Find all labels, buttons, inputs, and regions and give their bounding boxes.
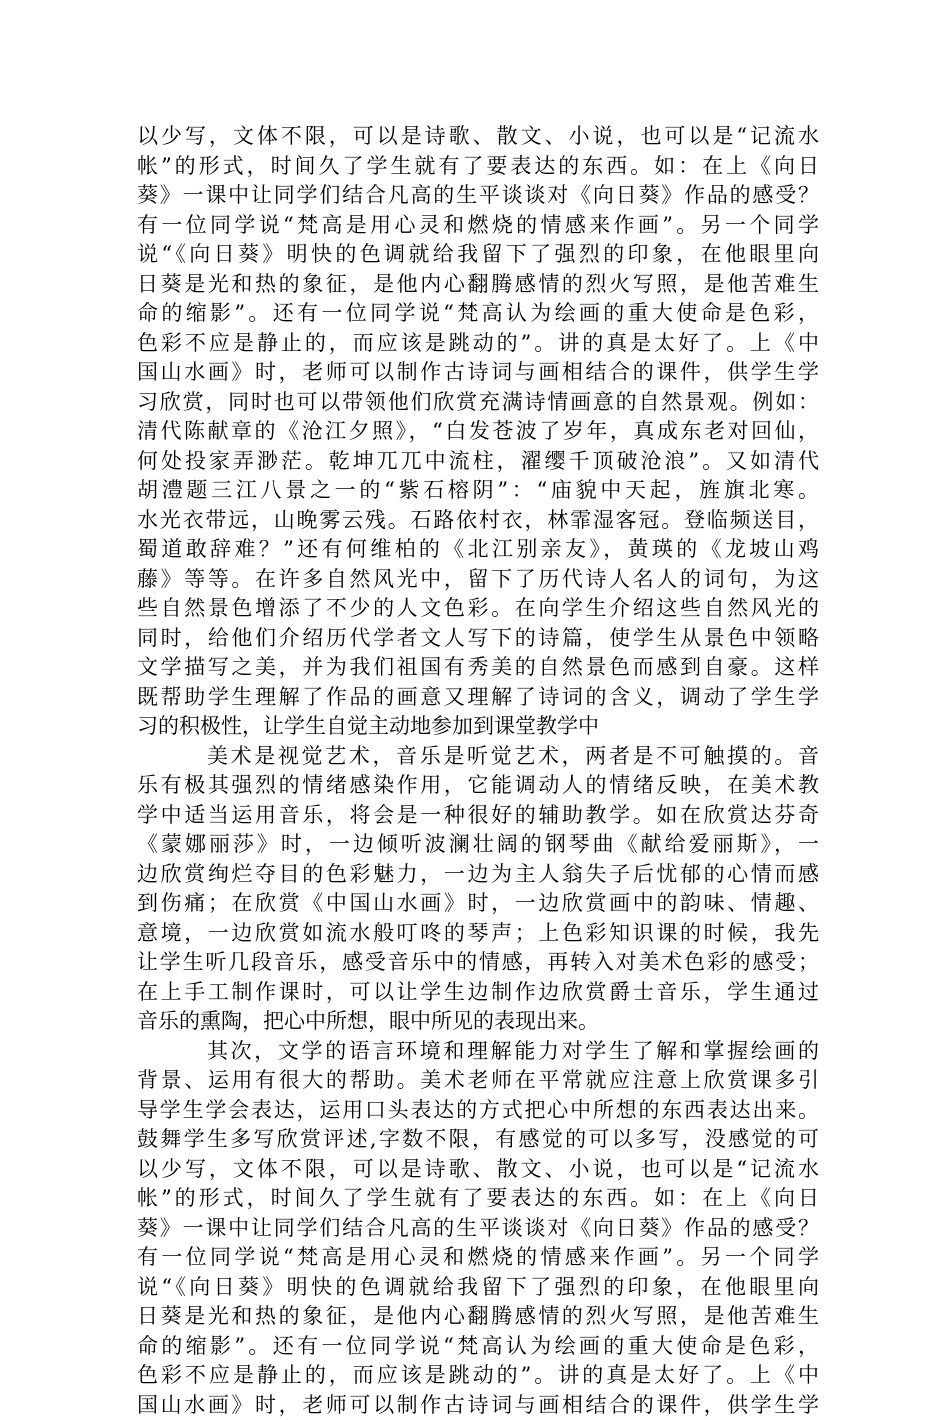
text-line: 国山水画》时，老师可以制作古诗词与画相结合的课件，供学生学 xyxy=(137,1391,819,1420)
text-line: 藤》等等。在许多自然风光中，留下了历代诗人名人的词句，为这 xyxy=(137,565,819,595)
text-line: 有一位同学说“梵高是用心灵和燃烧的情感来作画”。另一个同学 xyxy=(137,211,819,241)
text-line: 边欣赏绚烂夺目的色彩魅力，一边为主人翁失子后忧郁的心情而感 xyxy=(137,860,819,890)
text-line: 同时，给他们介绍历代学者文人写下的诗篇，使学生从景色中领略 xyxy=(137,624,819,654)
text-line: 蜀道敢辞难？”还有何维柏的《北江别亲友》，黄瑛的《龙坡山鸡 xyxy=(137,535,819,565)
text-line: 习的积极性，让学生自觉主动地参加到课堂教学中 xyxy=(137,712,819,742)
text-line: 以少写，文体不限，可以是诗歌、散文、小说，也可以是“记流水 xyxy=(137,1155,819,1185)
text-line: 习欣赏，同时也可以带领他们欣赏充满诗情画意的自然景观。例如： xyxy=(137,388,819,418)
text-line: 命的缩影”。还有一位同学说“梵高认为绘画的重大使命是色彩， xyxy=(137,299,819,329)
document-page xyxy=(137,122,819,1420)
text-line: 背景、运用有很大的帮助。美术老师在平常就应注意上欣赏课多引 xyxy=(137,1066,819,1096)
text-line: 些自然景色增添了不少的人文色彩。在向学生介绍这些自然风光的 xyxy=(137,594,819,624)
text-line: 清代陈献章的《沧江夕照》，“白发苍波了岁年，真成东老对回仙， xyxy=(137,417,819,447)
text-line: 日葵是光和热的象征，是他内心翻腾感情的烈火写照，是他苦难生 xyxy=(137,1302,819,1332)
text-line: 既帮助学生理解了作品的画意又理解了诗词的含义，调动了学生学 xyxy=(137,683,819,713)
text-line: 葵》一课中让同学们结合凡高的生平谈谈对《向日葵》作品的感受？ xyxy=(137,1214,819,1244)
text-line: 学中适当运用音乐，将会是一种很好的辅助教学。如在欣赏达芬奇 xyxy=(137,801,819,831)
text-line: 水光衣带远，山晚雾云残。石路依村衣，林霏湿客冠。登临频送目， xyxy=(137,506,819,536)
text-line: 在上手工制作课时，可以让学生边制作边欣赏爵士音乐，学生通过 xyxy=(137,978,819,1008)
text-line: 意境，一边欣赏如流水般叮咚的琴声；上色彩知识课的时候，我先 xyxy=(137,919,819,949)
text-line: 有一位同学说“梵高是用心灵和燃烧的情感来作画”。另一个同学 xyxy=(137,1243,819,1273)
text-line: 文学描写之美，并为我们祖国有秀美的自然景色而感到自豪。这样 xyxy=(137,653,819,683)
text-line: 鼓舞学生多写欣赏评述,字数不限，有感觉的可以多写，没感觉的可 xyxy=(137,1125,819,1155)
text-line: 《蒙娜丽莎》时，一边倾听波澜壮阔的钢琴曲《献给爱丽斯》，一 xyxy=(137,830,819,860)
text-line: 导学生学会表达，运用口头表达的方式把心中所想的东西表达出来。 xyxy=(137,1096,819,1126)
paragraph-first-line: 美术是视觉艺术，音乐是听觉艺术，两者是不可触摸的。音 xyxy=(137,742,819,772)
text-line: 色彩不应是静止的，而应该是跳动的”。讲的真是太好了。上《中 xyxy=(137,1361,819,1391)
text-line: 帐”的形式，时间久了学生就有了要表达的东西。如：在上《向日 xyxy=(137,152,819,182)
text-line: 胡澧题三江八景之一的“紫石榕阴”：“庙貌中天起，旌旗北寒。 xyxy=(137,476,819,506)
text-line: 国山水画》时，老师可以制作古诗词与画相结合的课件，供学生学 xyxy=(137,358,819,388)
text-line: 音乐的熏陶，把心中所想，眼中所见的表现出来。 xyxy=(137,1007,819,1037)
text-line: 到伤痛；在欣赏《中国山水画》时，一边欣赏画中的韵味、情趣、 xyxy=(137,889,819,919)
text-line: 葵》一课中让同学们结合凡高的生平谈谈对《向日葵》作品的感受？ xyxy=(137,181,819,211)
text-line: 让学生听几段音乐，感受音乐中的情感，再转入对美术色彩的感受； xyxy=(137,948,819,978)
paragraph-first-line: 其次，文学的语言环境和理解能力对学生了解和掌握绘画的 xyxy=(137,1037,819,1067)
text-line: 命的缩影”。还有一位同学说“梵高认为绘画的重大使命是色彩， xyxy=(137,1332,819,1362)
text-line: 说“《向日葵》明快的色调就给我留下了强烈的印象，在他眼里向 xyxy=(137,240,819,270)
text-line: 以少写，文体不限，可以是诗歌、散文、小说，也可以是“记流水 xyxy=(137,122,819,152)
text-line: 日葵是光和热的象征，是他内心翻腾感情的烈火写照，是他苦难生 xyxy=(137,270,819,300)
text-line: 何处投家弄渺茫。乾坤兀兀中流柱，濯缨千顶破沧浪”。又如清代 xyxy=(137,447,819,477)
text-line: 色彩不应是静止的，而应该是跳动的”。讲的真是太好了。上《中 xyxy=(137,329,819,359)
text-line: 帐”的形式，时间久了学生就有了要表达的东西。如：在上《向日 xyxy=(137,1184,819,1214)
text-line: 乐有极其强烈的情绪感染作用，它能调动人的情绪反映，在美术教 xyxy=(137,771,819,801)
text-line: 说“《向日葵》明快的色调就给我留下了强烈的印象，在他眼里向 xyxy=(137,1273,819,1303)
